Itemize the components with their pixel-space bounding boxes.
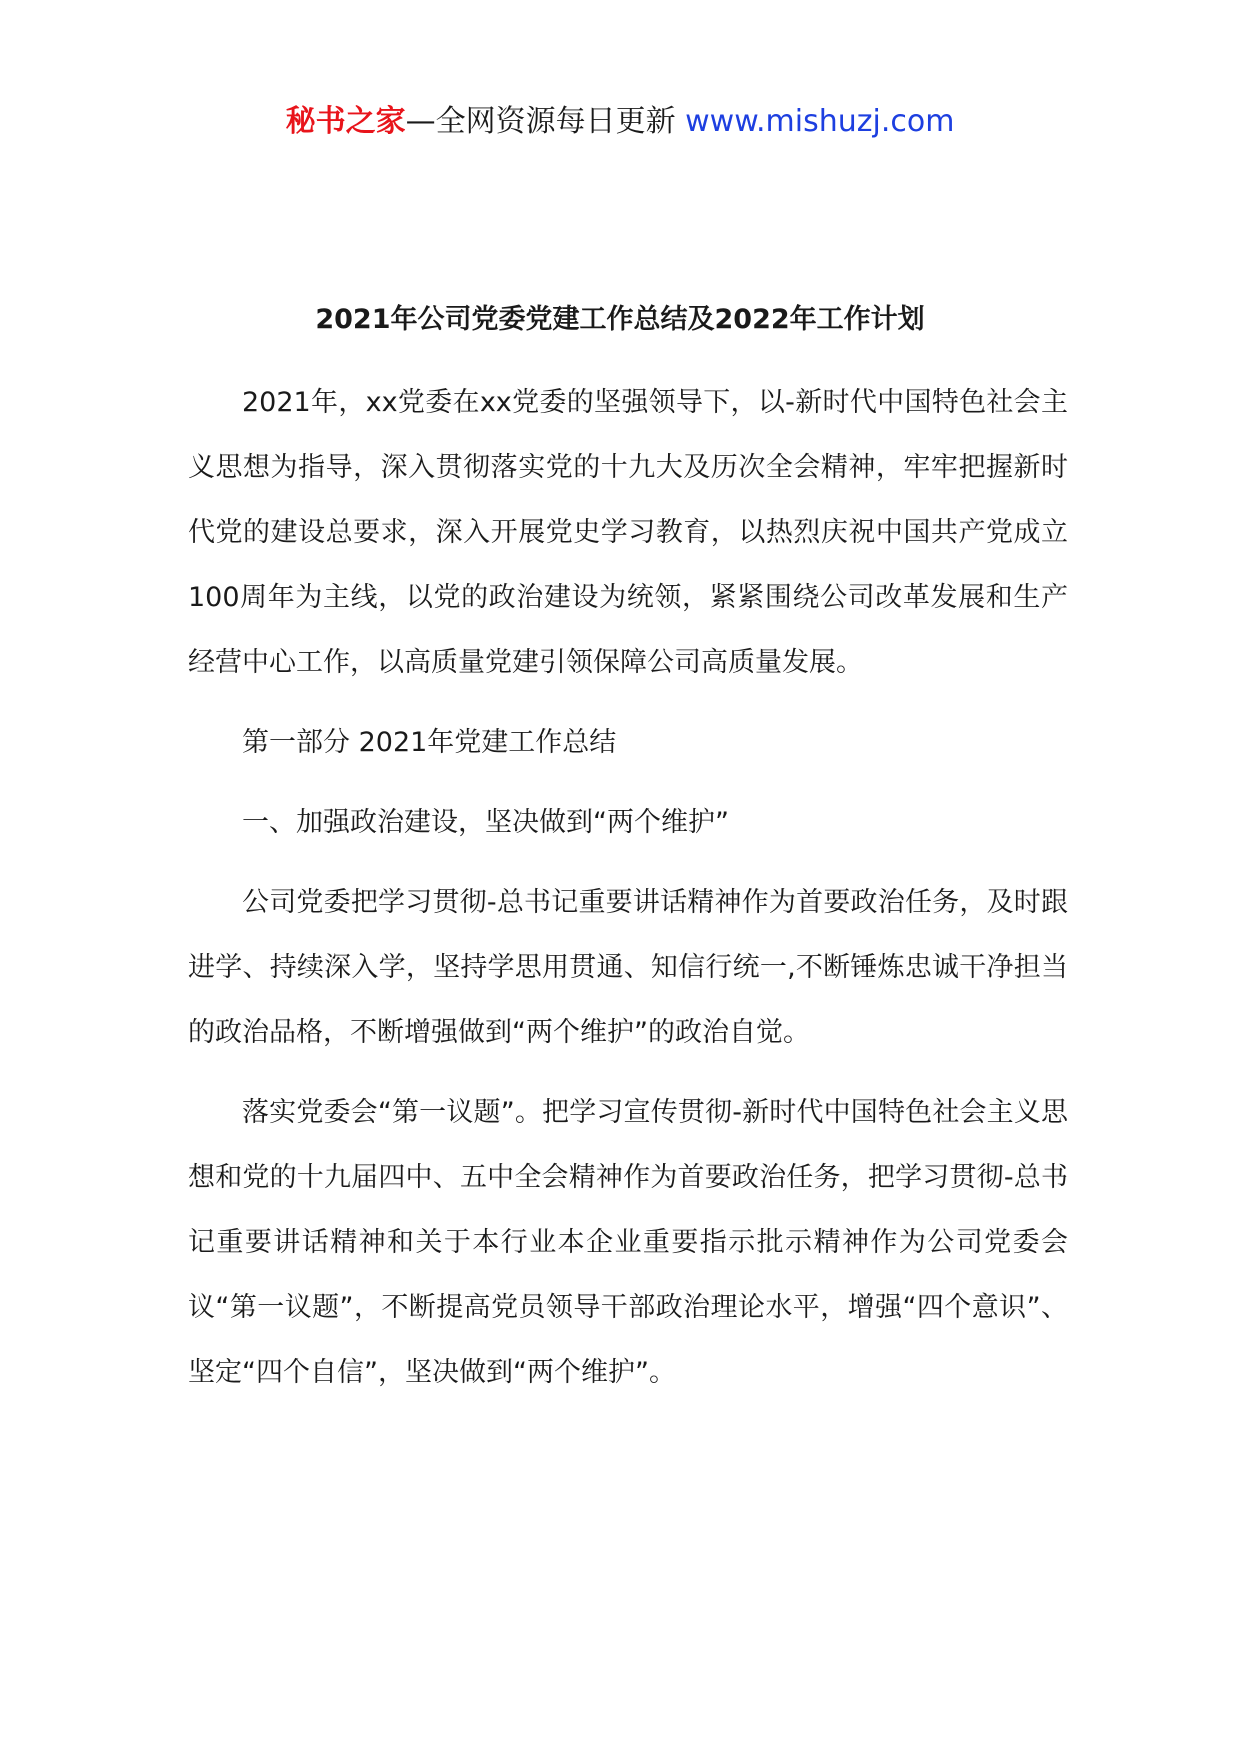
part-heading: 第一部分 2021年党建工作总结 (242, 727, 617, 758)
section-heading: 一、加强政治建设，坚决做到“两个维护” (242, 807, 729, 838)
section-paragraph-2: 落实党委会“第一议题”。把学习宣传贯彻-新时代中国特色社会主义思想和党的十九届四中、五中全会精神作为首要政治任务，把学习贯彻-总书记重要讲话精神和关于本行业本企业重要指示批示精神作为公司党委会议“第一议题”，不断提高党员领导干部政治理论水平，增强“四个意识”、坚定“四个自信”，坚决做到“两个维护”。 (188, 1097, 1068, 1388)
header-tagline: —全网资源每日更新 (405, 104, 686, 139)
document-body (188, 370, 1068, 1420)
section-paragraph-1: 公司党委把学习贯彻-总书记重要讲话精神作为首要政治任务，及时跟进学、持续深入学，坚持学思用贯通、知信行统一,不断锤炼忠诚干净担当的政治品格，不断增强做到“两个维护”的政治自觉。 (188, 887, 1068, 1048)
brand-name: 秘书之家 (285, 104, 406, 139)
document-title: 2021年公司党委党建工作总结及2022年工作计划 (315, 304, 925, 335)
intro-paragraph: 2021年，xx党委在xx党委的坚强领导下，以-新时代中国特色社会主义思想为指导，深入贯彻落实党的十九大及历次全会精神，牢牢把握新时代党的建设总要求，深入开展党史学习教育，以热烈庆祝中国共产党成立100周年为主线，以党的政治建设为统领，紧紧围绕公司改革发展和生产经营中心工作，以高质量党建引领保障公司高质量发展。 (188, 387, 1068, 678)
header-banner (0, 100, 1240, 144)
website-link[interactable]: www.mishuzj.com (685, 104, 955, 139)
